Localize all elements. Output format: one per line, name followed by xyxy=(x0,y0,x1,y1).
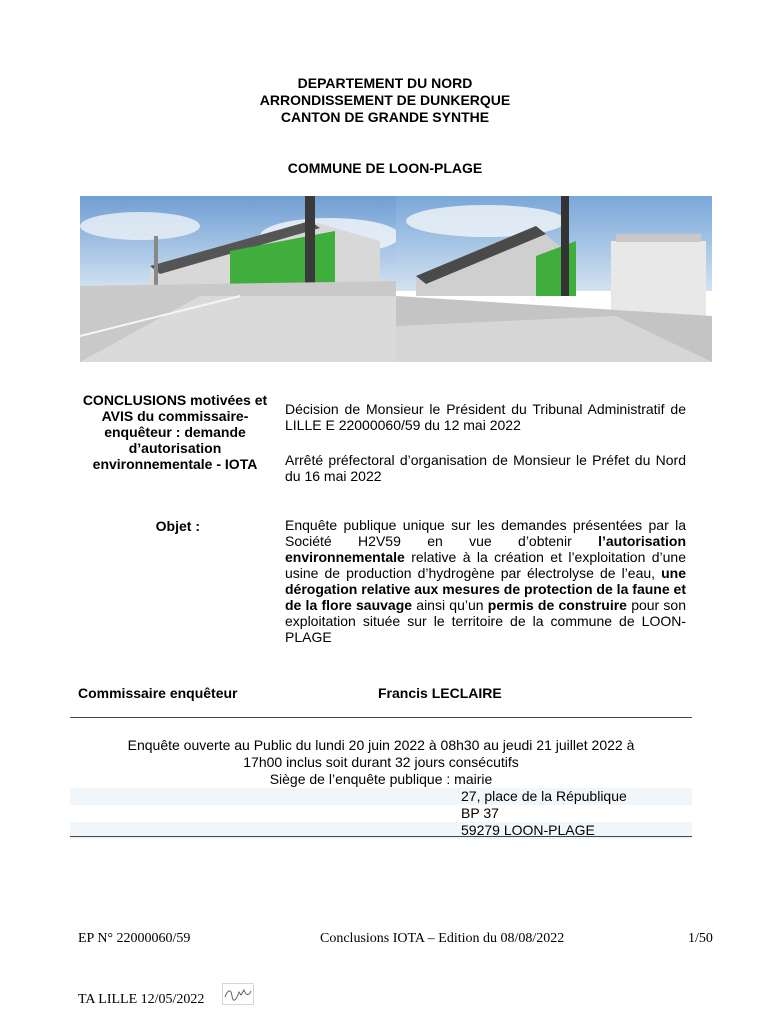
arrete-prefectoral: Arrêté préfectoral d’organisation de Monsieur le Préfet du Nord du 16 mai 2022 xyxy=(285,452,686,484)
header-arrondissement: ARRONDISSEMENT DE DUNKERQUE xyxy=(259,92,511,108)
objet-bold-autorisation: l’autorisation environnementale xyxy=(285,533,686,565)
objet-bold-derogation: une dérogation relative aux mesures de protection de la faune et de la flore sauvage xyxy=(285,565,686,613)
signature-mark xyxy=(222,983,254,1005)
photo-strip xyxy=(80,196,712,362)
footer-edition: Conclusions IOTA – Edition du 08/08/2022 xyxy=(320,931,565,946)
site-photo-left xyxy=(80,196,396,362)
objet-description xyxy=(285,517,686,645)
address-street: 27, place de la République xyxy=(461,788,627,804)
commissaire-label: Commissaire enquêteur xyxy=(78,685,238,701)
objet-text-part: Enquête publique unique sur les demandes présentées par la Société H2V59 en vue d’obtenir xyxy=(285,517,686,549)
commissaire-name: Francis LECLAIRE xyxy=(378,685,502,701)
footer-ep-number: EP N° 22000060/59 xyxy=(78,931,191,946)
objet-text-part: ainsi qu’un xyxy=(412,597,488,613)
divider-bottom xyxy=(70,836,692,837)
header-commune: COMMUNE DE LOON-PLAGE xyxy=(287,160,483,176)
footer-ta-lille: TA LILLE 12/05/2022 xyxy=(78,992,205,1007)
objet-text-part: pour son exploitation située sur le territoire de la commune de LOON-PLAGE xyxy=(285,597,687,645)
objet-label: Objet : xyxy=(155,518,200,534)
decision-tribunal: Décision de Monsieur le Président du Tribunal Administratif de LILLE E 22000060/59 du 12 mai 2022 xyxy=(285,401,686,433)
divider-top xyxy=(70,717,692,718)
conclusions-title: CONCLUSIONS motivées et AVIS du commissaire-enquêteur : demande d’autorisation environnementale - IOTA xyxy=(82,392,268,472)
enquete-dates: Enquête ouverte au Public du lundi 20 juin 2022 à 08h30 au jeudi 21 juillet 2022 à xyxy=(127,737,635,753)
address-city: 59279 LOON-PLAGE xyxy=(461,822,595,838)
enquete-duration: 17h00 inclus soit durant 32 jours consécutifs xyxy=(243,754,519,770)
objet-bold-permis: permis de construire xyxy=(487,597,627,613)
address-bp: BP 37 xyxy=(461,805,499,821)
header-canton: CANTON DE GRANDE SYNTHE xyxy=(280,109,490,125)
document-header xyxy=(0,75,770,126)
footer-page-number: 1/50 xyxy=(688,931,713,946)
enquete-siege: Siège de l’enquête publique : mairie xyxy=(269,771,493,787)
header-departement: DEPARTEMENT DU NORD xyxy=(297,75,473,91)
objet-text-part: relative à la création et l’exploitation d’une usine de production d’hydrogène par électrolyse de l’eau, xyxy=(285,549,686,581)
site-photo-right xyxy=(396,196,712,362)
